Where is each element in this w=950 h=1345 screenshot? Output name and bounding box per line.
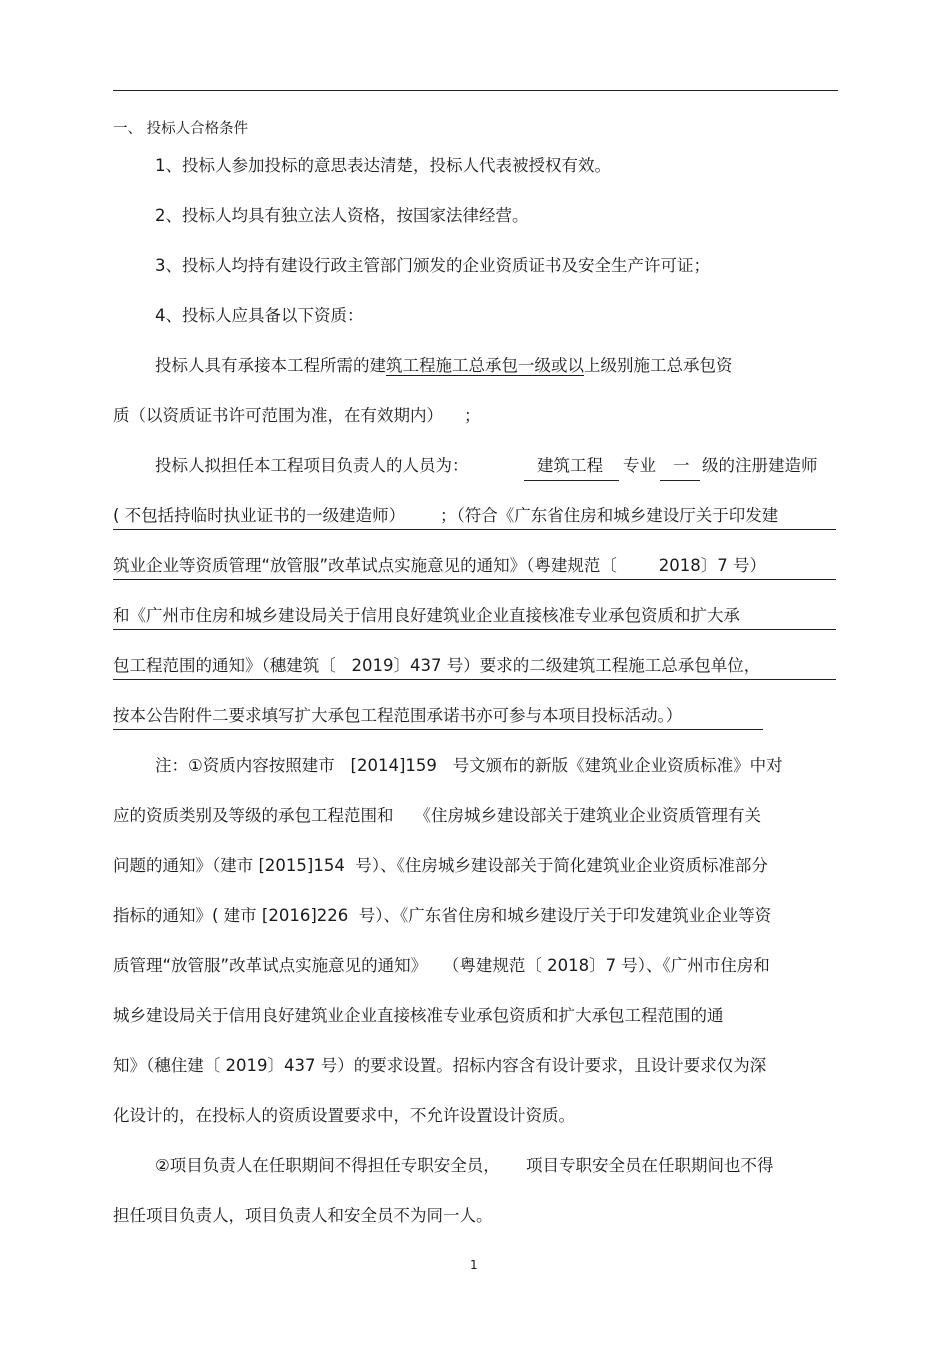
item-2: 2、投标人均具有独立法人资格，按国家法律经营。 — [155, 206, 529, 225]
note-1-line-7: 知》（穗住建〔 2019〕437 号）的要求设置。招标内容含有设计要求，且设计要求仅为深 — [113, 1056, 767, 1075]
manager-line-5: 包工程范围的通知》（穗建筑〔 2019〕437 号）要求的二级建筑工程施工总承包单位， — [113, 656, 761, 675]
manager-line-6: 按本公告附件二要求填写扩大承包工程范围承诺书亦可参与本项目投标活动。） — [113, 706, 683, 725]
specialty-underline — [524, 480, 619, 481]
manager-mid: 专业 — [623, 456, 656, 475]
note-1-line-2: 应的资质类别及等级的承包工程范围和 《住房城乡建设部关于建筑业企业资质管理有关 — [113, 806, 761, 825]
page-number: 1 — [470, 1258, 478, 1272]
manager-field-level: 一 — [673, 456, 690, 475]
note-1-line-3: 问题的通知》（建市 [2015]154 号）、《住房城乡建设部关于简化建筑业企业资质标准部分 — [113, 856, 768, 875]
qual-post: 上级别施工总承包资 — [584, 356, 733, 375]
manager-line-2-post: ；（符合《广东省住房和城乡建设厅关于印发建 — [440, 506, 779, 525]
underline-2 — [113, 529, 836, 530]
item-1: 1、投标人参加投标的意思表达清楚，投标人代表被授权有效。 — [155, 156, 611, 175]
manager-field-specialty: 建筑工程 — [537, 456, 603, 475]
qual-underlined: 筑工程施工总承包一级或以 — [386, 356, 584, 375]
underline-3 — [113, 579, 836, 580]
manager-line-2: ( 不包括持临时执业证书的一级建造师） — [113, 506, 406, 525]
note-1-line-4: 指标的通知》( 建市 [2016]226 号）、《广东省住房和城乡建设厅关于印发建筑业企业等资 — [113, 906, 772, 925]
note-2-line-2: 担任项目负责人，项目负责人和安全员不为同一人。 — [113, 1206, 493, 1225]
manager-line-1-pre: 投标人拟担任本工程项目负责人的人员为： — [155, 456, 469, 475]
qualification-line-2: 质（以资质证书许可范围为准，在有效期内） ； — [113, 406, 481, 425]
note-1-line-8: 化设计的，在投标人的资质设置要求中，不允许设置设计资质。 — [113, 1106, 575, 1125]
manager-post: 级的注册建造师 — [702, 456, 818, 475]
qualification-line-1 — [155, 355, 733, 377]
manager-line-4: 和《广州市住房和城乡建设局关于信用良好建筑业企业直接核准专业承包资质和扩大承 — [113, 606, 740, 625]
item-3: 3、投标人均持有建设行政主管部门颁发的企业资质证书及安全生产许可证； — [155, 256, 710, 275]
underline-6 — [113, 729, 763, 730]
section-title: 一、 投标人合格条件 — [113, 121, 249, 137]
qual-pre: 投标人具有承接本工程所需的建 — [155, 356, 386, 375]
header-rule — [113, 90, 838, 91]
underline-4 — [113, 629, 836, 630]
level-underline — [660, 480, 700, 481]
note-1-line-1: 注：①资质内容按照建市 [2014]159 号文颁布的新版《建筑业企业资质标准》中对 — [155, 756, 783, 775]
manager-line-3: 筑业企业等资质管理“放管服”改革试点实施意见的通知》（粤建规范〔 2018〕7 号） — [113, 556, 767, 575]
note-1-line-5: 质管理“放管服”改革试点实施意见的通知》 （粤建规范〔 2018〕7 号）、《广州市住房和 — [113, 956, 770, 975]
underline-5 — [113, 679, 836, 680]
note-1-line-6: 城乡建设局关于信用良好建筑业企业直接核准专业承包资质和扩大承包工程范围的通 — [113, 1006, 724, 1025]
note-2-line-1: ②项目负责人在任职期间不得担任专职安全员， 项目专职安全员在任职期间也不得 — [155, 1156, 774, 1175]
item-4: 4、投标人应具备以下资质： — [155, 306, 364, 325]
